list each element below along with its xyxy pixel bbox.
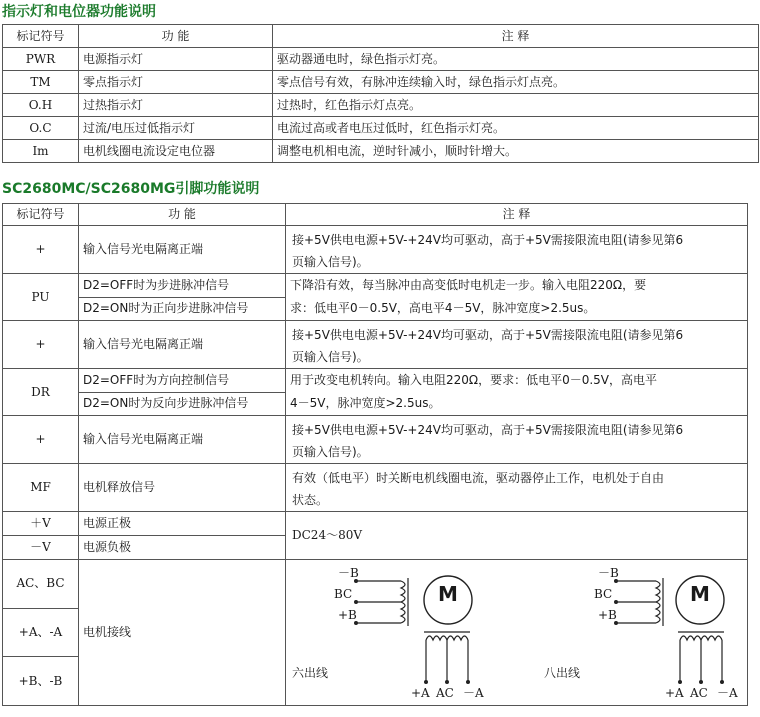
row-function: 输入信号光电隔离正端	[79, 321, 286, 369]
terminal-dot	[614, 600, 618, 604]
row-note: 驱动器通电时，绿色指示灯亮。	[273, 48, 759, 71]
terminal-dot	[424, 680, 428, 684]
row-function: 电机接线	[79, 560, 286, 706]
row-symbol: Im	[3, 140, 79, 163]
table-row	[3, 512, 748, 536]
row-note: 接+5V供电电源+5V-+24V均可驱动，高于+5V需接限流电阻(请参见第6 页输入信号)。	[286, 321, 748, 369]
power-note: DC24～80V	[286, 512, 748, 560]
motor-m-6: M	[438, 582, 458, 606]
coil-b1	[656, 581, 660, 602]
indicator-table	[2, 24, 759, 163]
label-ac-6: AC	[436, 686, 454, 700]
label-a-plus-6: +A	[411, 686, 430, 700]
row-function: 电源负极	[79, 536, 286, 560]
table-header	[3, 25, 759, 48]
row-note: 接+5V供电电源+5V-+24V均可驱动，高于+5V需接限流电阻(请参见第6 页输入信号)。	[286, 226, 748, 274]
row-symbol: DR	[3, 369, 79, 416]
terminal-dot	[678, 680, 682, 684]
row-note: 零点信号有效，有脉冲连续输入时，绿色指示灯点亮。	[273, 71, 759, 94]
label-b-minus-6: －B	[338, 566, 359, 580]
header-function: 功 能	[79, 25, 273, 48]
header-symbol: 标记符号	[3, 204, 79, 226]
table-row	[3, 94, 759, 117]
row-symbol: +	[3, 416, 79, 464]
table-row	[3, 226, 748, 274]
label-b-plus-8: +B	[598, 608, 617, 622]
row-function: 输入信号光电隔离正端	[79, 416, 286, 464]
terminal-dot	[445, 680, 449, 684]
table-row	[3, 71, 759, 94]
table-row	[3, 464, 748, 512]
row-function: 电机线圈电流设定电位器	[79, 140, 273, 163]
table-row	[3, 274, 748, 298]
table-row	[3, 369, 748, 393]
row-note: 过热时，红色指示灯点亮。	[273, 94, 759, 117]
terminal-dot	[354, 600, 358, 604]
label-bc-8: BC	[594, 587, 613, 601]
row-note: 有效（低电平）时关断电机线圈电流，驱动器停止工作，电机处于自由 状态。	[286, 464, 748, 512]
section1-title: 指示灯和电位器功能说明	[2, 4, 156, 20]
header-function: 功 能	[79, 204, 286, 226]
label-a-minus-6: －A	[463, 686, 484, 700]
row-note: 下降沿有效，每当脉冲由高变低时电机走一步。输入电阻220Ω，要 求：低电平0－0.5V，高电平4－5V，脉冲宽度>2.5us。	[286, 274, 748, 321]
coil-a1	[680, 636, 701, 640]
header-note: 注 释	[273, 25, 759, 48]
row-note: 接+5V供电电源+5V-+24V均可驱动，高于+5V需接限流电阻(请参见第6 页输入信号)。	[286, 416, 748, 464]
motor-m-8: M	[690, 582, 710, 606]
coil-a2	[701, 636, 722, 640]
terminal-dot	[466, 680, 470, 684]
row-function: 电源正极	[79, 512, 286, 536]
label-bc-6: BC	[334, 587, 353, 601]
table-header	[3, 204, 748, 226]
row-symbol: ＋V	[3, 512, 79, 536]
table-row	[3, 140, 759, 163]
header-symbol: 标记符号	[3, 25, 79, 48]
label-ac-8: AC	[690, 686, 708, 700]
pin-table	[2, 203, 748, 706]
label-a-plus-8: +A	[665, 686, 684, 700]
row-symbol: O.H	[3, 94, 79, 117]
row-function: 过热指示灯	[79, 94, 273, 117]
row-function: 输入信号光电隔离正端	[79, 226, 286, 274]
row-function: D2=ON时为正向步进脉冲信号	[79, 297, 286, 321]
row-note: 调整电机相电流，逆时针减小，顺时针增大。	[273, 140, 759, 163]
row-symbol: +A、-A	[3, 608, 79, 657]
row-function: 电机释放信号	[79, 464, 286, 512]
label-b-minus-8: －B	[598, 566, 619, 580]
coil-a	[426, 636, 468, 640]
row-note: 用于改变电机转向。输入电阻220Ω，要求：低电平0－0.5V，高电平 4－5V，脉冲宽度>2.5us。	[286, 369, 748, 416]
label-b-plus-6: +B	[338, 608, 357, 622]
row-symbol: +	[3, 226, 79, 274]
wiring-diagram	[286, 560, 748, 706]
row-function: 过流/电压过低指示灯	[79, 117, 273, 140]
row-symbol: O.C	[3, 117, 79, 140]
table-row	[3, 321, 748, 369]
row-symbol: +B、-B	[3, 657, 79, 706]
row-symbol: AC、BC	[3, 560, 79, 609]
row-function: D2=OFF时为方向控制信号	[79, 369, 286, 393]
row-symbol: PU	[3, 274, 79, 321]
row-function: 零点指示灯	[79, 71, 273, 94]
row-symbol: TM	[3, 71, 79, 94]
row-function: D2=ON时为反向步进脉冲信号	[79, 392, 286, 416]
header-note: 注 释	[286, 204, 748, 226]
table-row	[3, 416, 748, 464]
row-symbol: PWR	[3, 48, 79, 71]
table-row	[3, 117, 759, 140]
terminal-dot	[699, 680, 703, 684]
caption-six-lead: 六出线	[292, 666, 329, 680]
label-a-minus-8: －A	[717, 686, 738, 700]
section2-title: SC2680MC/SC2680MG引脚功能说明	[2, 181, 260, 197]
terminal-dot	[720, 680, 724, 684]
table-row	[3, 560, 748, 609]
row-note: 电流过高或者电压过低时，红色指示灯亮。	[273, 117, 759, 140]
row-function: 电源指示灯	[79, 48, 273, 71]
row-symbol: +	[3, 321, 79, 369]
caption-eight-lead: 八出线	[544, 666, 581, 680]
row-symbol: －V	[3, 536, 79, 560]
coil-b	[401, 581, 405, 623]
row-function: D2=OFF时为步进脉冲信号	[79, 274, 286, 298]
wiring-svg	[286, 560, 748, 705]
coil-b2	[656, 602, 660, 623]
table-row	[3, 48, 759, 71]
row-symbol: MF	[3, 464, 79, 512]
